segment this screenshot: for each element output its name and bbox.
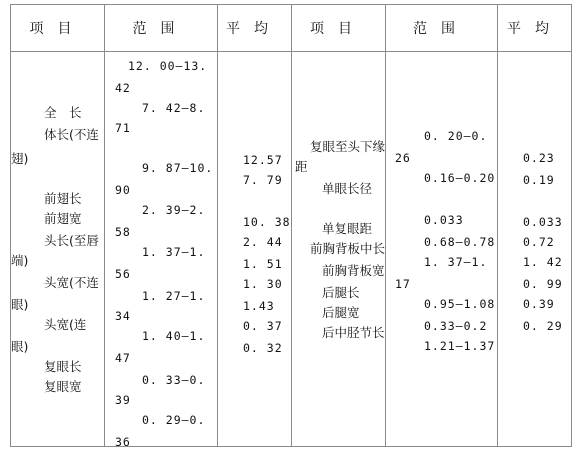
range-value: 0.16—0.20 bbox=[424, 171, 496, 185]
range-value: 1. 37—1. bbox=[142, 245, 206, 259]
average-value: 0.39 bbox=[523, 297, 555, 311]
average-value: 1.43 bbox=[243, 299, 275, 313]
item-label: 翅) bbox=[11, 151, 29, 166]
item-label: 头宽(连 bbox=[44, 317, 87, 332]
header-range: 范围 bbox=[132, 21, 189, 37]
range-value: 12. 00—13. bbox=[128, 59, 208, 73]
average-value: 0. 37 bbox=[243, 319, 283, 333]
average-value: 0.72 bbox=[523, 235, 555, 249]
item-label: 复眼至头下缘 bbox=[310, 139, 386, 154]
range-value: 0. 33—0. bbox=[142, 373, 206, 387]
measurement-table bbox=[10, 4, 572, 447]
average-value: 0. 32 bbox=[243, 341, 283, 355]
range-value: 39 bbox=[115, 393, 131, 407]
average-value: 0.033 bbox=[523, 215, 563, 229]
item-label: 复眼长 bbox=[44, 359, 82, 374]
range-value: 1.21—1.37 bbox=[424, 339, 496, 353]
item-label: 前胸背板中长 bbox=[310, 241, 386, 256]
item-label: 头长(至唇 bbox=[44, 233, 99, 248]
range-value: 1. 37—1. bbox=[424, 255, 488, 269]
column-divider bbox=[217, 5, 218, 446]
item-label: 后中胫节长 bbox=[322, 325, 385, 340]
column-divider bbox=[291, 5, 292, 446]
item-label: 单眼长径 bbox=[322, 181, 373, 196]
average-value: 0.23 bbox=[523, 151, 555, 165]
average-value: 1. 51 bbox=[243, 257, 283, 271]
range-value: 0.033 bbox=[424, 213, 464, 227]
average-value: 0. 99 bbox=[523, 277, 563, 291]
item-label: 前胸背板宽 bbox=[322, 263, 385, 278]
item-label: 复眼宽 bbox=[44, 379, 82, 394]
range-value: 2. 39—2. bbox=[142, 203, 206, 217]
header-item: 项目 bbox=[29, 21, 86, 37]
range-value: 1. 27—1. bbox=[142, 289, 206, 303]
item-label: 端) bbox=[11, 253, 29, 268]
range-value: 0. 20—0. bbox=[424, 129, 488, 143]
header-item: 项目 bbox=[310, 21, 366, 37]
item-label: 头宽(不连 bbox=[44, 275, 99, 290]
range-value: 17 bbox=[395, 277, 411, 291]
range-value: 42 bbox=[115, 81, 131, 95]
range-value: 0.33—0.2 bbox=[424, 319, 488, 333]
item-label: 眼) bbox=[11, 339, 29, 354]
column-divider bbox=[497, 5, 498, 446]
range-value: 7. 42—8. bbox=[142, 101, 206, 115]
column-divider bbox=[385, 5, 386, 446]
range-value: 0.95—1.08 bbox=[424, 297, 496, 311]
range-value: 58 bbox=[115, 225, 131, 239]
range-value: 26 bbox=[395, 151, 411, 165]
header-divider bbox=[11, 51, 571, 52]
item-label: 后腿长 bbox=[322, 285, 360, 300]
average-value: 7. 79 bbox=[243, 173, 283, 187]
range-value: 34 bbox=[115, 309, 131, 323]
average-value: 2. 44 bbox=[243, 235, 283, 249]
header-average: 平均 bbox=[226, 21, 282, 37]
range-value: 1. 40—1. bbox=[142, 329, 206, 343]
range-value: 47 bbox=[115, 351, 131, 365]
column-divider bbox=[104, 5, 105, 446]
average-value: 10. 38 bbox=[243, 215, 291, 229]
item-label: 前翅长 bbox=[44, 191, 82, 206]
item-label: 距 bbox=[295, 159, 308, 174]
average-value: 1. 30 bbox=[243, 277, 283, 291]
item-label: 单复眼距 bbox=[322, 221, 373, 236]
average-value: 1. 42 bbox=[523, 255, 563, 269]
item-label: 后腿宽 bbox=[322, 305, 360, 320]
range-value: 71 bbox=[115, 121, 131, 135]
range-value: 36 bbox=[115, 435, 131, 449]
range-value: 0.68—0.78 bbox=[424, 235, 496, 249]
header-range: 范围 bbox=[413, 21, 469, 37]
range-value: 56 bbox=[115, 267, 131, 281]
range-value: 9. 87—10. bbox=[142, 161, 214, 175]
range-value: 90 bbox=[115, 183, 131, 197]
item-label: 前翅宽 bbox=[44, 211, 82, 226]
item-label: 全 长 bbox=[44, 105, 82, 120]
item-label: 体长(不连 bbox=[44, 127, 99, 142]
item-label: 眼) bbox=[11, 297, 29, 312]
header-average: 平均 bbox=[507, 21, 563, 37]
average-value: 12.57 bbox=[243, 153, 283, 167]
average-value: 0. 29 bbox=[523, 319, 563, 333]
range-value: 0. 29—0. bbox=[142, 413, 206, 427]
average-value: 0.19 bbox=[523, 173, 555, 187]
